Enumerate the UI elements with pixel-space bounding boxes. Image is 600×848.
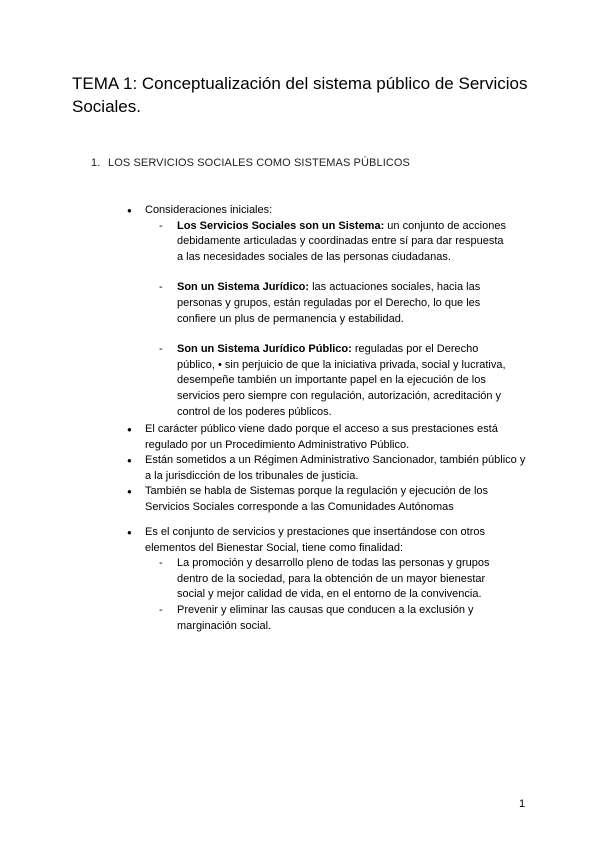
purpose-block (127, 525, 527, 634)
considerations-block (127, 203, 527, 420)
sub-item-text: un conjunto de acciones debidamente articuladas y coordinadas entre sí para dar respuesta a las necesidades sociales de las personas ciudadanas. (177, 219, 506, 263)
list-item-text: Consideraciones iniciales: (145, 204, 273, 216)
page-number: 1 (519, 798, 526, 810)
list-item (127, 203, 527, 219)
sub-list-item (159, 280, 509, 327)
sub-item-text: Prevenir y eliminar las causas que conducen a la exclusión y marginación social. (177, 603, 474, 632)
document-title: TEMA 1: Conceptualización del sistema público de Servicios Sociales. (72, 74, 528, 116)
public-character-block (127, 422, 527, 516)
sub-list-item (159, 556, 512, 603)
bullet-icon: ● (127, 487, 132, 497)
bullet-icon: ● (127, 528, 132, 537)
dash-icon: - (159, 219, 163, 232)
dash-icon: - (159, 281, 163, 294)
sub-list-item (159, 219, 509, 266)
list-item (127, 453, 527, 484)
bullet-icon: ● (127, 206, 132, 215)
sub-list-item (159, 342, 509, 420)
list-item-text: También se habla de Sistemas porque la regulación y ejecución de los Servicios Sociales corresponde a las Comunidades Autónomas (145, 485, 489, 513)
list-item-text: El carácter público viene dado porque el acceso a sus prestaciones está regulado por un Procedimiento Administrativo Público. (145, 423, 498, 451)
sub-item-bold: Los Servicios Sociales son un Sistema: (177, 219, 385, 232)
section-number: 1. (91, 157, 101, 169)
list-item (127, 484, 527, 515)
sub-item-bold: Son un Sistema Jurídico: (177, 281, 310, 294)
list-item-text: Es el conjunto de servicios y prestaciones que insertándose con otros elementos del Bienestar Social, tiene como finalidad: (145, 526, 485, 554)
dash-icon: - (159, 343, 163, 356)
sub-item-text: La promoción y desarrollo pleno de todas las personas y grupos dentro de la sociedad, para la obtención de un mayor bienestar social y mejor calidad de vida, en el entorno de la convivencia. (177, 557, 490, 601)
bullet-icon: ● (127, 456, 132, 466)
list-item (127, 422, 527, 453)
list-item (127, 525, 527, 556)
list-item-text: Están sometidos a un Régimen Administrativo Sancionador, también público y a la jurisdicción de los tribunales de justicia. (145, 454, 526, 482)
sub-item-text: reguladas por el Derecho público, • sin perjuicio de que la iniciativa privada, social y lucrativa, desempeñe también un importante papel en la ejecución de los servicios pero siempre con regulación, autorización, acreditación y control de los poderes públicos. (177, 343, 506, 418)
bullet-icon: ● (127, 425, 132, 434)
section-heading (91, 157, 410, 169)
sub-list-item (159, 603, 512, 634)
dash-icon: - (159, 603, 163, 616)
dash-icon: - (159, 557, 163, 570)
section-heading-text: LOS SERVICIOS SOCIALES COMO SISTEMAS PÚBLICOS (108, 157, 410, 169)
sub-item-bold: Son un Sistema Jurídico Público: (177, 343, 352, 356)
sub-item-text: las actuaciones sociales, hacia las personas y grupos, están reguladas por el Derecho, lo que les confiere un plus de permanencia y estabilidad. (177, 281, 481, 325)
